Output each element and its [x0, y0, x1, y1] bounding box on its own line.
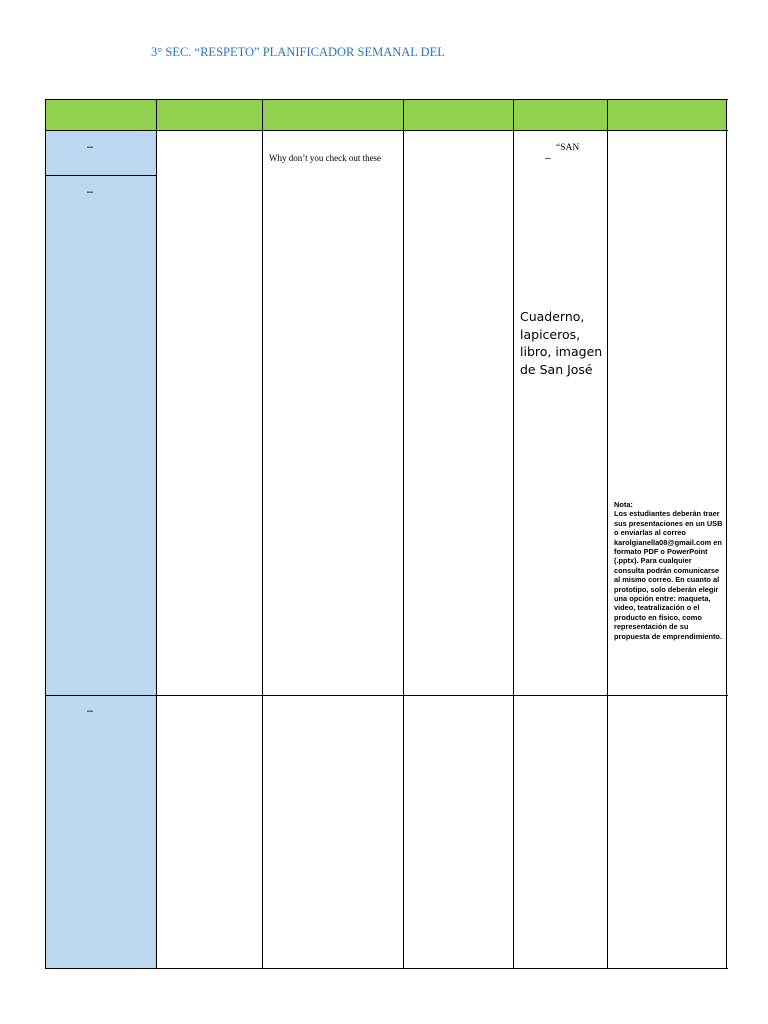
table-border-bottom — [45, 968, 728, 969]
row2-dash: – — [87, 705, 94, 717]
note-text: Nota: Los estudiantes deberán traer sus presentaciones en un USB o enviarlas al correo karolgianella08@gmail.com en formato PDF o PowerPoint (.pptx). Para cualquier consulta podrán comunicarse al mismo correo. En cuanto al prototipo, solo deberán elegir una opción entre: maqueta, video, teatralización o el producto en físico, como representación de su propuesta de emprendimiento. — [614, 500, 723, 641]
column-line-1 — [156, 99, 157, 969]
header-cell-1 — [46, 100, 156, 130]
column-line-5 — [607, 99, 608, 969]
table-border-top — [45, 99, 728, 100]
header-cell-5 — [514, 100, 608, 130]
row1-dash-a: – — [87, 141, 94, 153]
document-title: 3° SEC. “RESPETO” PLANIFICADOR SEMANAL DEL — [151, 45, 445, 59]
first-column-split-line — [45, 175, 156, 176]
column-line-3 — [403, 99, 404, 969]
header-cell-6 — [608, 100, 727, 130]
column-line-2 — [262, 99, 263, 969]
materials-text: Cuaderno, lapiceros, libro, imagen de San José — [520, 309, 603, 377]
row1-label-cell-b — [46, 175, 156, 695]
row1-label-cell-a — [46, 130, 156, 175]
column5-dash: – — [545, 153, 551, 164]
header-cell-4 — [404, 100, 514, 130]
table-border-right — [726, 99, 727, 969]
header-bottom-line — [45, 130, 728, 131]
row1-dash-b: – — [87, 186, 94, 198]
column3-text: Why don’t you check out these — [269, 153, 382, 163]
header-cell-3 — [263, 100, 404, 130]
column-line-4 — [513, 99, 514, 969]
row2-label-cell — [46, 695, 156, 969]
row1-bottom-line — [45, 695, 728, 696]
header-cell-2 — [156, 100, 263, 130]
column5-quote-text: “SAN — [556, 143, 580, 153]
table-border-left — [45, 99, 46, 969]
